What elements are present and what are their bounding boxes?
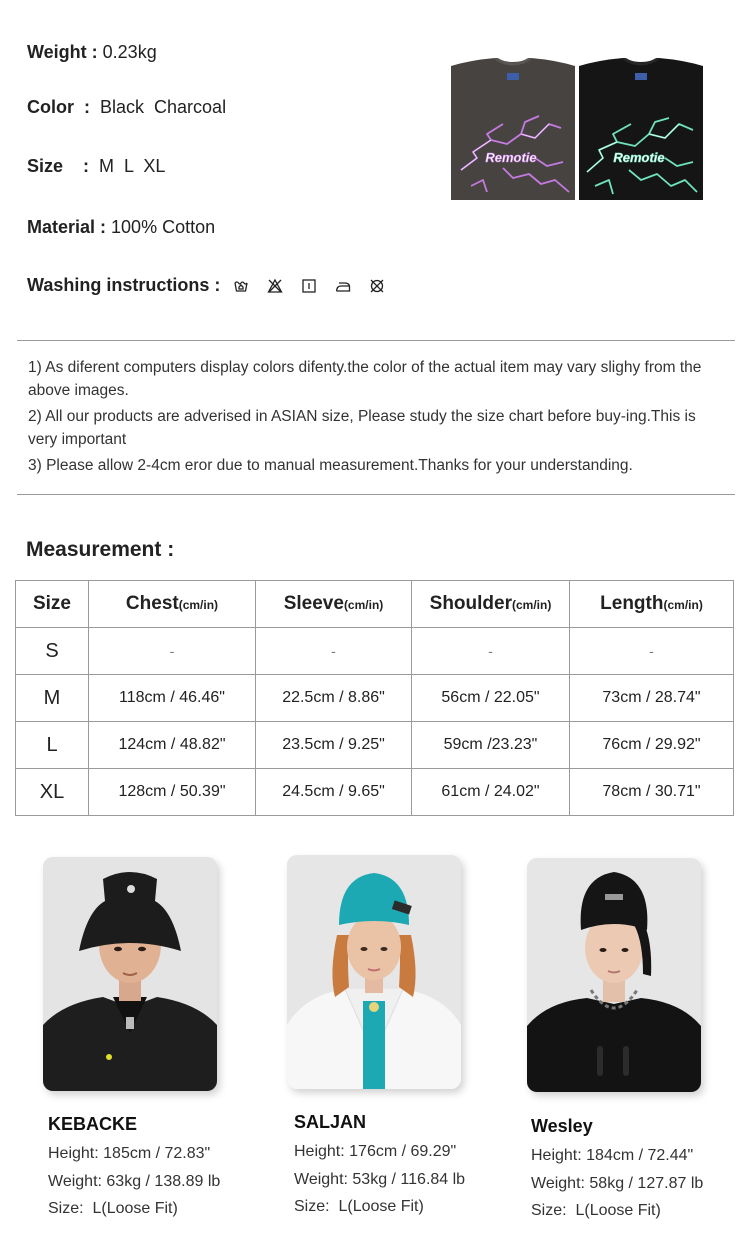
- size-value: M L XL: [99, 156, 166, 176]
- table-cell: -: [89, 628, 256, 675]
- table-cell: 23.5cm / 9.25": [256, 722, 412, 769]
- model-photo-wesley: [527, 858, 701, 1092]
- washing-label: Washing instructions :: [27, 275, 226, 295]
- note-2: 2) All our products are adverised in ASIAN size, Please study the size chart before buy-ing.This is very important: [28, 408, 696, 448]
- model-weight: Weight: 58kg / 127.87 lb: [531, 1174, 704, 1192]
- header-length: Length(cm/in): [570, 581, 734, 628]
- measurement-title: Measurement :: [26, 538, 175, 561]
- table-cell: -: [256, 628, 412, 675]
- model-info-saljan: [294, 1110, 465, 1221]
- notes: [28, 356, 728, 480]
- material-label: Material :: [27, 217, 112, 237]
- note-1: 1) As diferent computers display colors difenty.the color of the actual item may vary slighy from the above images.: [28, 359, 702, 399]
- table-cell: -: [570, 628, 734, 675]
- table-cell: 59cm /23.23": [412, 722, 570, 769]
- table-cell: 24.5cm / 9.65": [256, 769, 412, 816]
- table-cell: L: [16, 722, 89, 769]
- model-name: Wesley: [531, 1116, 593, 1136]
- model-size: Size: L(Loose Fit): [294, 1198, 424, 1215]
- table-cell: 128cm / 50.39": [89, 769, 256, 816]
- color-value: Black Charcoal: [100, 97, 227, 117]
- wash-icons: [233, 278, 385, 294]
- model-info-kebacke: [48, 1112, 220, 1223]
- hand-wash-icon: [233, 278, 249, 294]
- table-cell: M: [16, 675, 89, 722]
- model-weight: Weight: 63kg / 138.89 lb: [48, 1172, 221, 1190]
- charcoal-tshirt-image: [451, 58, 575, 200]
- table-header-row: [16, 581, 734, 628]
- weight-value: 0.23kg: [102, 42, 157, 62]
- table-row: [16, 722, 734, 769]
- header-size: Size: [16, 581, 89, 628]
- note-3: 3) Please allow 2-4cm eror due to manual measurement.Thanks for your understanding.: [28, 457, 633, 474]
- spec-washing: [27, 275, 385, 296]
- table-cell: 118cm / 46.46": [89, 675, 256, 722]
- size-chart-table: [15, 580, 734, 816]
- no-dry-clean-icon: [369, 278, 385, 294]
- table-cell: 73cm / 28.74": [570, 675, 734, 722]
- model-name: KEBACKE: [48, 1114, 138, 1134]
- spec-color: [27, 97, 226, 118]
- svg-text:Remotie: Remotie: [485, 150, 537, 165]
- color-label: Color :: [27, 97, 95, 117]
- black-tshirt-image: [579, 58, 703, 200]
- spec-weight: [27, 42, 157, 63]
- model-photo-kebacke: [43, 857, 217, 1091]
- table-cell: 61cm / 24.02": [412, 769, 570, 816]
- table-cell: 22.5cm / 8.86": [256, 675, 412, 722]
- divider-bottom: [17, 494, 735, 495]
- header-shoulder: Shoulder(cm/in): [412, 581, 570, 628]
- spec-material: [27, 217, 215, 238]
- model-height: Height: 185cm / 72.83": [48, 1145, 211, 1162]
- model-size: Size: L(Loose Fit): [531, 1202, 661, 1219]
- model-height: Height: 176cm / 69.29": [294, 1143, 457, 1160]
- model-name: SALJAN: [294, 1112, 367, 1132]
- table-cell: -: [412, 628, 570, 675]
- svg-text:Remotie: Remotie: [613, 150, 665, 165]
- header-sleeve: Sleeve(cm/in): [256, 581, 412, 628]
- table-row: [16, 769, 734, 816]
- header-chest: Chest(cm/in): [89, 581, 256, 628]
- iron-icon: [335, 278, 351, 294]
- tumble-dry-icon: [301, 278, 317, 294]
- weight-label: Weight :: [27, 42, 103, 62]
- table-cell: XL: [16, 769, 89, 816]
- spec-size: [27, 156, 165, 177]
- table-cell: 78cm / 30.71": [570, 769, 734, 816]
- table-cell: S: [16, 628, 89, 675]
- model-info-wesley: [531, 1114, 703, 1225]
- model-size: Size: L(Loose Fit): [48, 1200, 178, 1217]
- model-weight: Weight: 53kg / 116.84 lb: [294, 1170, 466, 1188]
- material-value: 100% Cotton: [111, 217, 216, 237]
- table-row: [16, 628, 734, 675]
- no-bleach-icon: [267, 278, 283, 294]
- table-cell: 56cm / 22.05": [412, 675, 570, 722]
- divider-top: [17, 340, 735, 341]
- table-cell: 76cm / 29.92": [570, 722, 734, 769]
- table-cell: 124cm / 48.82": [89, 722, 256, 769]
- size-label: Size :: [27, 156, 95, 176]
- table-row: [16, 675, 734, 722]
- model-height: Height: 184cm / 72.44": [531, 1147, 694, 1164]
- model-photo-saljan: [287, 855, 461, 1089]
